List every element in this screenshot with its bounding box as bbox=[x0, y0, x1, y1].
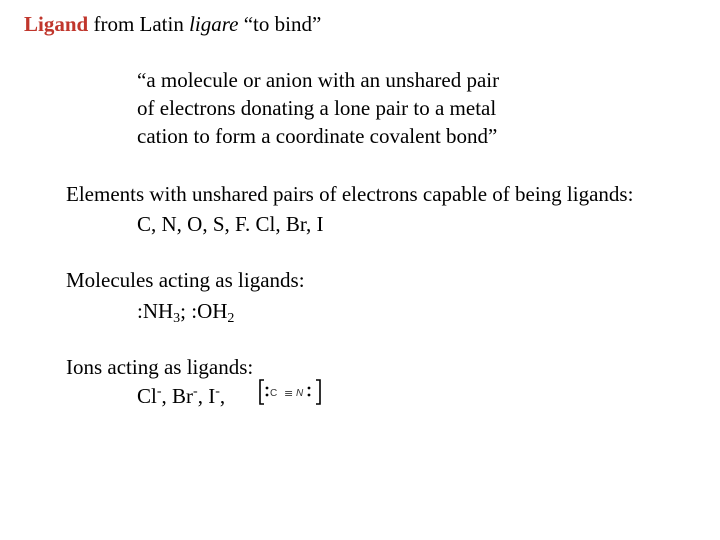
molecules-list bbox=[137, 299, 235, 326]
title-text-2: “to bind” bbox=[238, 12, 322, 36]
oh2-subscript: 2 bbox=[227, 311, 235, 326]
title-italic-word: ligare bbox=[189, 12, 239, 36]
title-line bbox=[24, 12, 321, 36]
ions-trailing-comma: , bbox=[219, 384, 226, 408]
bromide-charge: - bbox=[193, 384, 198, 399]
cyanide-nitrogen: N bbox=[296, 388, 304, 399]
ligand-term: Ligand bbox=[24, 12, 89, 36]
definition-line-2: of electrons donating a lone pair to a metal bbox=[137, 96, 497, 120]
ions-list bbox=[137, 384, 225, 408]
chloride-ion: Cl bbox=[137, 384, 157, 408]
iodide-ion: , I bbox=[197, 384, 216, 408]
bromide-ion: , Br bbox=[161, 384, 194, 408]
elements-heading: Elements with unshared pairs of electrons capable of being ligands: bbox=[66, 182, 634, 206]
ions-heading: Ions acting as ligands: bbox=[66, 355, 254, 379]
definition-line-3: cation to form a coordinate covalent bond” bbox=[137, 124, 498, 148]
cyanide-lewis-structure bbox=[258, 378, 324, 406]
molecules-heading: Molecules acting as ligands: bbox=[66, 268, 305, 292]
nh3-subscript: 3 bbox=[173, 311, 181, 326]
cyanide-triple-bond: ≡ bbox=[284, 387, 294, 400]
chloride-charge: - bbox=[156, 384, 162, 399]
iodide-charge: - bbox=[215, 384, 220, 399]
definition-line-1: “a molecule or anion with an unshared pair bbox=[137, 68, 500, 92]
cyanide-carbon: C bbox=[270, 388, 278, 399]
elements-list: C, N, O, S, F. Cl, Br, I bbox=[137, 212, 324, 236]
nh3-formula: :NH bbox=[137, 299, 174, 323]
molecule-separator: ; :OH bbox=[180, 299, 228, 323]
title-text-1: from Latin bbox=[88, 12, 190, 36]
